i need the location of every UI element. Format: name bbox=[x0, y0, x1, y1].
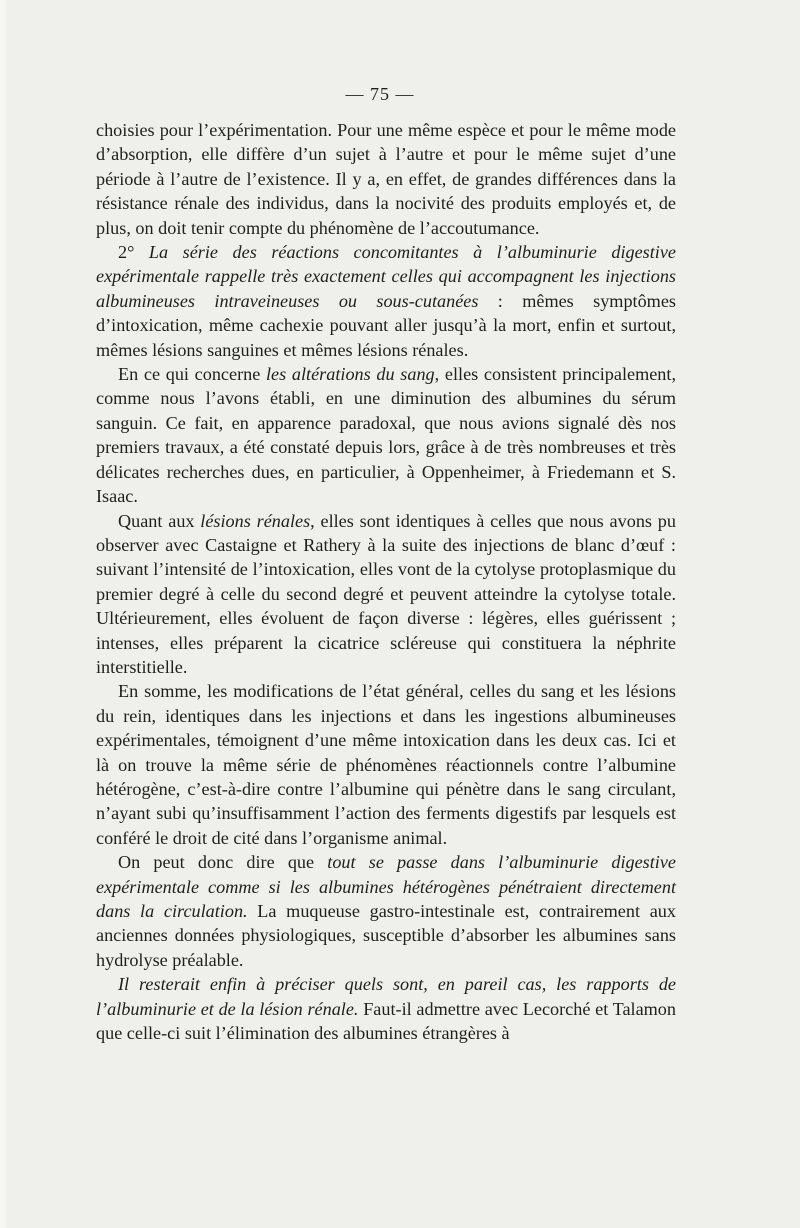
italic-text: Il resterait enfin à préciser quels sont, en pareil cas, les rapports de l’albuminurie et de la lésion rénale. bbox=[96, 974, 676, 1019]
italic-text: tout se passe dans l’albuminurie digestive expérimentale comme si les albumines hétérogènes pénétraient directement dans la circulation. bbox=[96, 852, 677, 921]
italic-text: La série des réactions concomitantes à l’albuminurie digestive expérimentale rappelle très exactement celles qui accompagnent les injections albumineuses intraveineuses ou sous-cutanées bbox=[96, 242, 676, 311]
text-segment: , elles consistent principalement, comme nous l’avons établi, en une diminution des albumines du sérum sanguin. Ce fait, en apparence paradoxal, que nous avions signalé dès nos premiers travaux, a été constaté depuis lors, grâce à de très nombreuses et très délicates recherches dues, en particulier, à Oppenheimer, à Friedemann et S. Isaac. bbox=[96, 364, 676, 507]
text-segment: Faut-il admettre avec Lecorché et Talamon que celle-ci suit l’élimination des albumines étrangères à bbox=[96, 998, 676, 1044]
paragraph bbox=[96, 509, 676, 680]
text-segment: : mêmes symptômes d’intoxication, même cachexie pouvant aller jusqu’à la mort, enfin et surtout, mêmes lésions sanguines et mêmes lésions rénales. bbox=[96, 290, 676, 360]
text-segment: Quant aux bbox=[118, 510, 201, 531]
text-segment: La muqueuse gastro-intestinale est, contrairement aux anciennes données physiologiques, susceptible d’absorber les albumines sans hydrolyse préalable. bbox=[96, 901, 676, 970]
italic-text: lésions rénales bbox=[200, 510, 311, 531]
paragraph bbox=[96, 850, 676, 972]
text-segment: En somme, les modifications de l’état général, celles du sang et les lésions du rein, identiques dans les injections et dans les ingestions albumineuses expérimentales, témoignent d’une même intoxication dans les deux cas. Ici et là on trouve la même série de phénomènes réactionnels contre l’albumine hétérogène, c’est-à-dire contre l’albumine qui pénètre dans le sang circulant, n’ayant subi qu’insuffisamment l’action des ferments digestifs par lesquels est conféré le droit de cité dans l’organisme animal. bbox=[96, 681, 676, 848]
body-text bbox=[96, 118, 676, 1045]
paragraph bbox=[96, 679, 676, 850]
text-segment: On peut donc dire que bbox=[118, 852, 328, 873]
text-segment: , elles sont identiques à celles que nous avons pu observer avec Castaigne et Rathery à la suite des injections de blanc d’œuf : suivant l’intensité de l’intoxication, elles vont de la cytolyse protoplasmique du premier degré à celle du second degré et peuvent atteindre la cytolyse totale. Ultérieurement, elles évoluent de façon diverse : légères, elles guérissent ; intenses, elles préparent la cicatrice scléreuse qui constituera la néphrite interstitielle. bbox=[96, 510, 676, 677]
paragraph bbox=[96, 240, 676, 362]
scan-edge bbox=[0, 0, 6, 1228]
page-number: — 75 — bbox=[345, 84, 415, 104]
italic-text: les altérations du sang bbox=[266, 364, 435, 385]
text-segment: 2° bbox=[118, 242, 149, 263]
paragraph bbox=[96, 118, 676, 240]
text-segment: choisies pour l’expérimentation. Pour une même espèce et pour le même mode d’absorption, elle diffère d’un sujet à l’autre et pour le même sujet d’une période à l’autre de l’existence. Il y a, en effet, de grandes différences dans la résistance rénale des individus, dans la nocivité des produits employés et, de plus, on doit tenir compte du phénomène de l’accoutumance. bbox=[96, 120, 676, 238]
paragraph bbox=[96, 362, 676, 508]
paragraph bbox=[96, 972, 676, 1045]
text-segment: En ce qui concerne bbox=[118, 364, 266, 385]
